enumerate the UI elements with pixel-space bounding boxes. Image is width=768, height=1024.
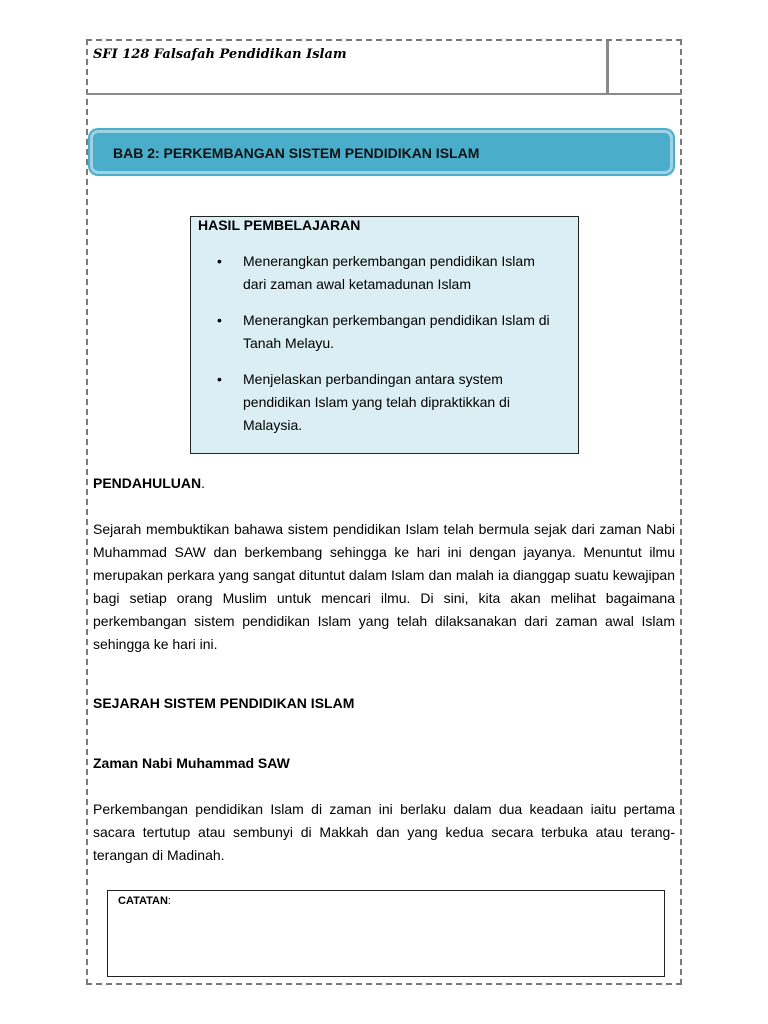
history-subheading: Zaman Nabi Muhammad SAW — [93, 755, 290, 771]
bullet-icon: • — [217, 312, 222, 328]
intro-heading-suffix: . — [201, 475, 206, 491]
outcome-text: Menerangkan perkembangan pendidikan Islam dari zaman awal ketamadunan Islam — [243, 253, 535, 292]
course-title: SFI 128 Falsafah Pendidikan Islam — [93, 47, 347, 62]
notes-box[interactable] — [107, 890, 665, 977]
intro-heading — [93, 475, 205, 491]
learning-outcomes-list — [217, 250, 557, 450]
bullet-icon: • — [217, 253, 222, 269]
list-item — [217, 368, 557, 437]
history-heading: SEJARAH SISTEM PENDIDIKAN ISLAM — [93, 695, 355, 711]
list-item — [217, 250, 557, 296]
learning-outcomes-box — [190, 216, 579, 454]
notes-label — [118, 895, 171, 907]
outcome-text: Menjelaskan perbandingan antara system pendidikan Islam yang telah dipraktikkan di Malaysia. — [243, 371, 510, 433]
intro-heading-text: PENDAHULUAN — [93, 475, 202, 491]
list-item — [217, 309, 557, 355]
chapter-title: BAB 2: PERKEMBANGAN SISTEM PENDIDIKAN ISLAM — [113, 145, 480, 161]
learning-outcomes-title: HASIL PEMBELAJARAN — [198, 217, 361, 233]
bullet-icon: • — [217, 371, 222, 387]
intro-paragraph: Sejarah membuktikan bahawa sistem pendidikan Islam telah bermula sejak dari zaman Nabi Muhammad SAW dan berkembang sehingga ke hari ini dengan jayanya. Menuntut ilmu merupakan perkara yang sangat dituntut dalam Islam dan malah ia dianggap suatu kewajipan bagi setiap orang Muslim untuk mencari ilmu. Di sini, kita akan melihat bagaimana perkembangan sistem pendidikan Islam yang telah dilaksanakan dari zaman awal Islam sehingga ke hari ini. — [93, 521, 675, 652]
outcome-text: Menerangkan perkembangan pendidikan Islam di Tanah Melayu. — [243, 312, 550, 351]
header-divider — [606, 41, 609, 94]
notes-label-suffix: : — [167, 895, 171, 907]
chapter-banner — [90, 130, 673, 174]
header-rule — [86, 93, 682, 95]
history-paragraph: Perkembangan pendidikan Islam di zaman ini berlaku dalam dua keadaan iaitu pertama sacara tertutup atau sembunyi di Makkah dan yang kedua secara terbuka atau terang-terangan di Madinah. — [93, 801, 675, 863]
notes-label-text: CATATAN — [118, 895, 168, 907]
